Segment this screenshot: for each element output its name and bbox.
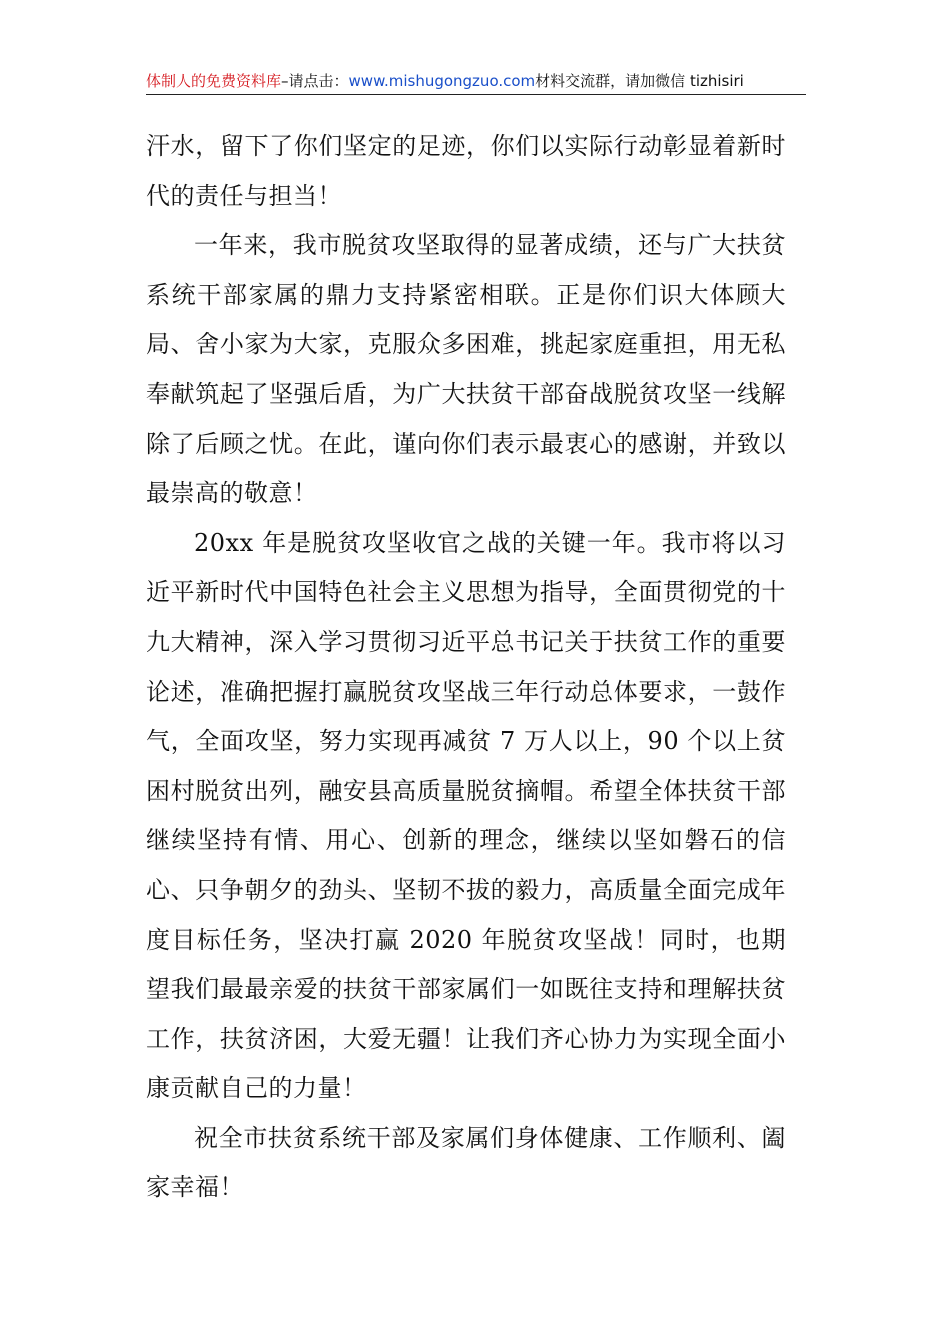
paragraph-closing-wishes: 祝全市扶贫系统干部及家属们身体健康、工作顺利、阖家幸福！: [146, 1123, 786, 1202]
paragraph-family-support: 一年来，我市脱贫攻坚取得的显著成绩，还与广大扶贫系统干部家属的鼎力支持紧密相联。正是你们识大体顾大局、舍小家为大家，克服众多困难，挑起家庭重担，用无私奉献筑起了坚强后盾，为广大扶贫干部奋战脱贫攻坚一线解除了后顾之忧。在此，谨向你们表示最衷心的感谢，并致以最崇高的敬意！: [146, 231, 786, 508]
header-group-info: 材料交流群，请加微信 tizhisiri: [535, 72, 744, 90]
document-body: [146, 122, 786, 1213]
header-prompt: –请点击：: [281, 72, 349, 90]
paragraph-continuation: 汗水，留下了你们坚定的足迹，你们以实际行动彰显着新时代的责任与担当！: [146, 132, 786, 210]
paragraph-year-goals: 20xx 年是脱贫攻坚收官之战的关键一年。我市将以习近平新时代中国特色社会主义思想为指导，全面贯彻党的十九大精神，深入学习贯彻习近平总书记关于扶贫工作的重要论述，准确把握打赢脱贫攻坚战三年行动总体要求，一鼓作气，全面攻坚，努力实现再减贫 7 万人以上，90 个以上贫困村脱贫出列，融安县高质量脱贫摘帽。希望全体扶贫干部继续坚持有情、用心、创新的理念，继续以坚如磐石的信心、只争朝夕的劲头、坚韧不拔的毅力，高质量全面完成年度目标任务，坚决打赢 2020 年脱贫攻坚战！同时，也期望我们最最亲爱的扶贫干部家属们一如既往支持和理解扶贫工作，扶贫济困，大爱无疆！让我们齐心协力为实现全面小康贡献自己的力量！: [146, 528, 786, 1103]
header-brand[interactable]: 体制人的免费资料库: [146, 72, 282, 90]
header-url-link[interactable]: www.mishugongzuo.com: [348, 72, 536, 90]
page-header: [146, 70, 806, 95]
